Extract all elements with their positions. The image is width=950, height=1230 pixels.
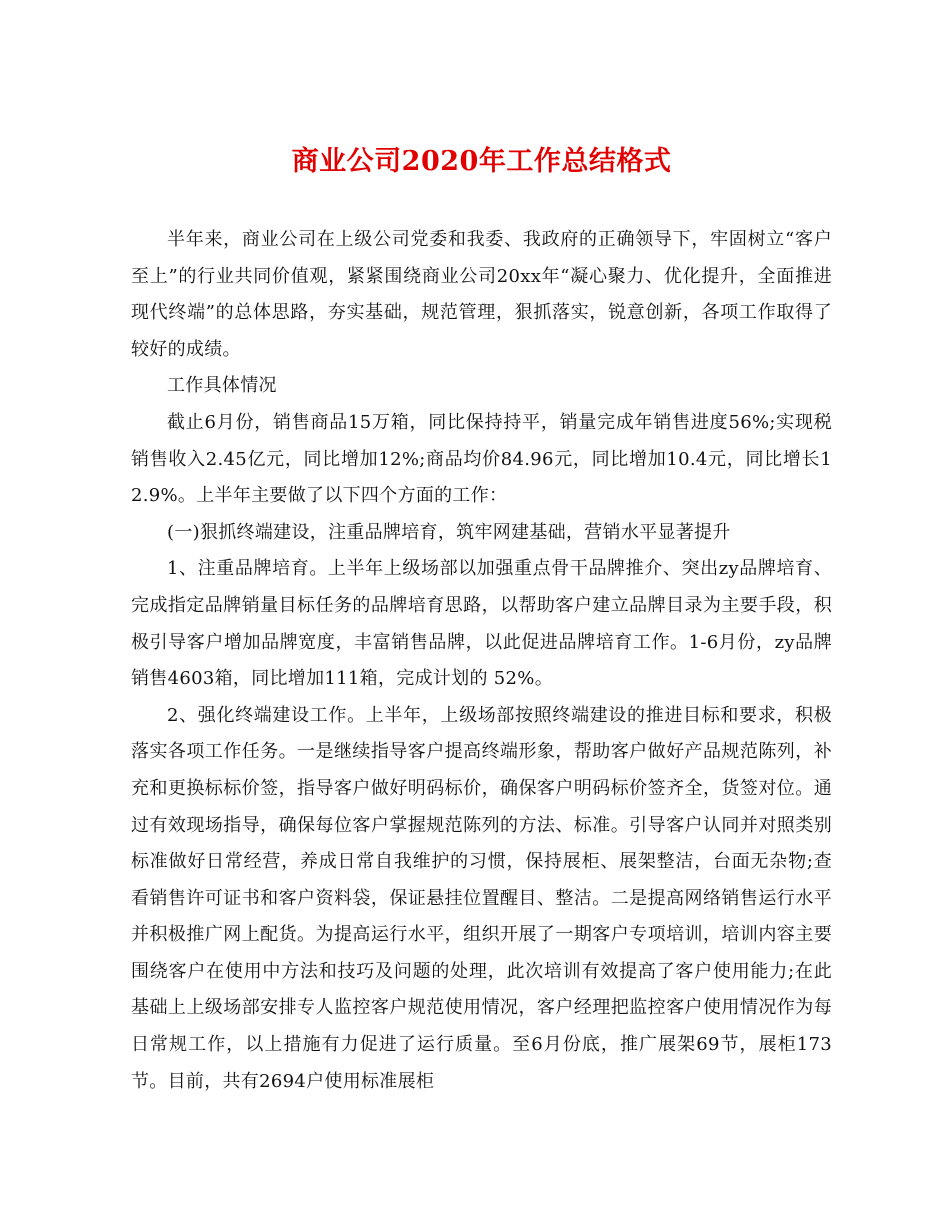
paragraph-terminal-construction: 2、强化终端建设工作。上半年，上级场部按照终端建设的推进目标和要求，积极落实各项工作任务。一是继续指导客户提高终端形象，帮助客户做好产品规范陈列，补充和更换标标价签，指导客户做好明码标价，确保客户明码标价签齐全，货签对位。通过有效现场指导，确保每位客户掌握规范陈列的方法、标准。引导客户认同并对照类别标准做好日常经营，养成日常自我维护的习惯，保持展柜、展架整洁，台面无杂物;查看销售许可证书和客户资料袋，保证悬挂位置醒目、整洁。二是提高网络销售运行水平并积极推广网上配货。为提高运行水平，组织开展了一期客户专项培训，培训内容主要围绕客户在使用中方法和技巧及问题的处理，此次培训有效提高了客户使用能力;在此基础上上级场部安排专人监控客户规范使用情况，客户经理把监控客户使用情况作为每日常规工作，以上措施有力促进了运行质量。至6月份底，推广展架69节，展柜173节。目前，共有2694户使用标准展柜: [131, 704, 832, 1092]
paragraph-intro: 半年来，商业公司在上级公司党委和我委、我政府的正确领导下，牢固树立“客户至上”的行业共同价值观，紧紧围绕商业公司20xx年“凝心聚力、优化提升，全面推进现代终端”的总体思路，夯实基础，规范管理，狠抓落实，锐意创新，各项工作取得了较好的成绩。: [131, 229, 832, 360]
paragraph-section-heading: 工作具体情况: [167, 375, 277, 397]
paragraph-subheading-1: (一)狠抓终端建设，注重品牌培育，筑牢网建基础，营销水平显著提升: [167, 521, 731, 543]
paragraph-brand-cultivation: 1、注重品牌培育。上半年上级场部以加强重点骨干品牌推介、突出zy品牌培育、完成指定品牌销量目标任务的品牌培育思路，以帮助客户建立品牌目录为主要手段，积极引导客户增加品牌宽度，丰富销售品牌，以此促进品牌培育工作。1-6月份，zy品牌销售4603箱，同比增加111箱，完成计划的 52%。: [131, 558, 832, 690]
document-title: 商业公司2020年工作总结格式: [291, 146, 672, 177]
paragraph-sales-summary: 截止6月份，销售商品15万箱，同比保持持平，销量完成年销售进度56%;实现税销售收入2.45亿元，同比增加12%;商品均价84.96元，同比增加10.4元，同比增长12.9%。上半年主要做了以下四个方面的工作：: [131, 411, 832, 507]
